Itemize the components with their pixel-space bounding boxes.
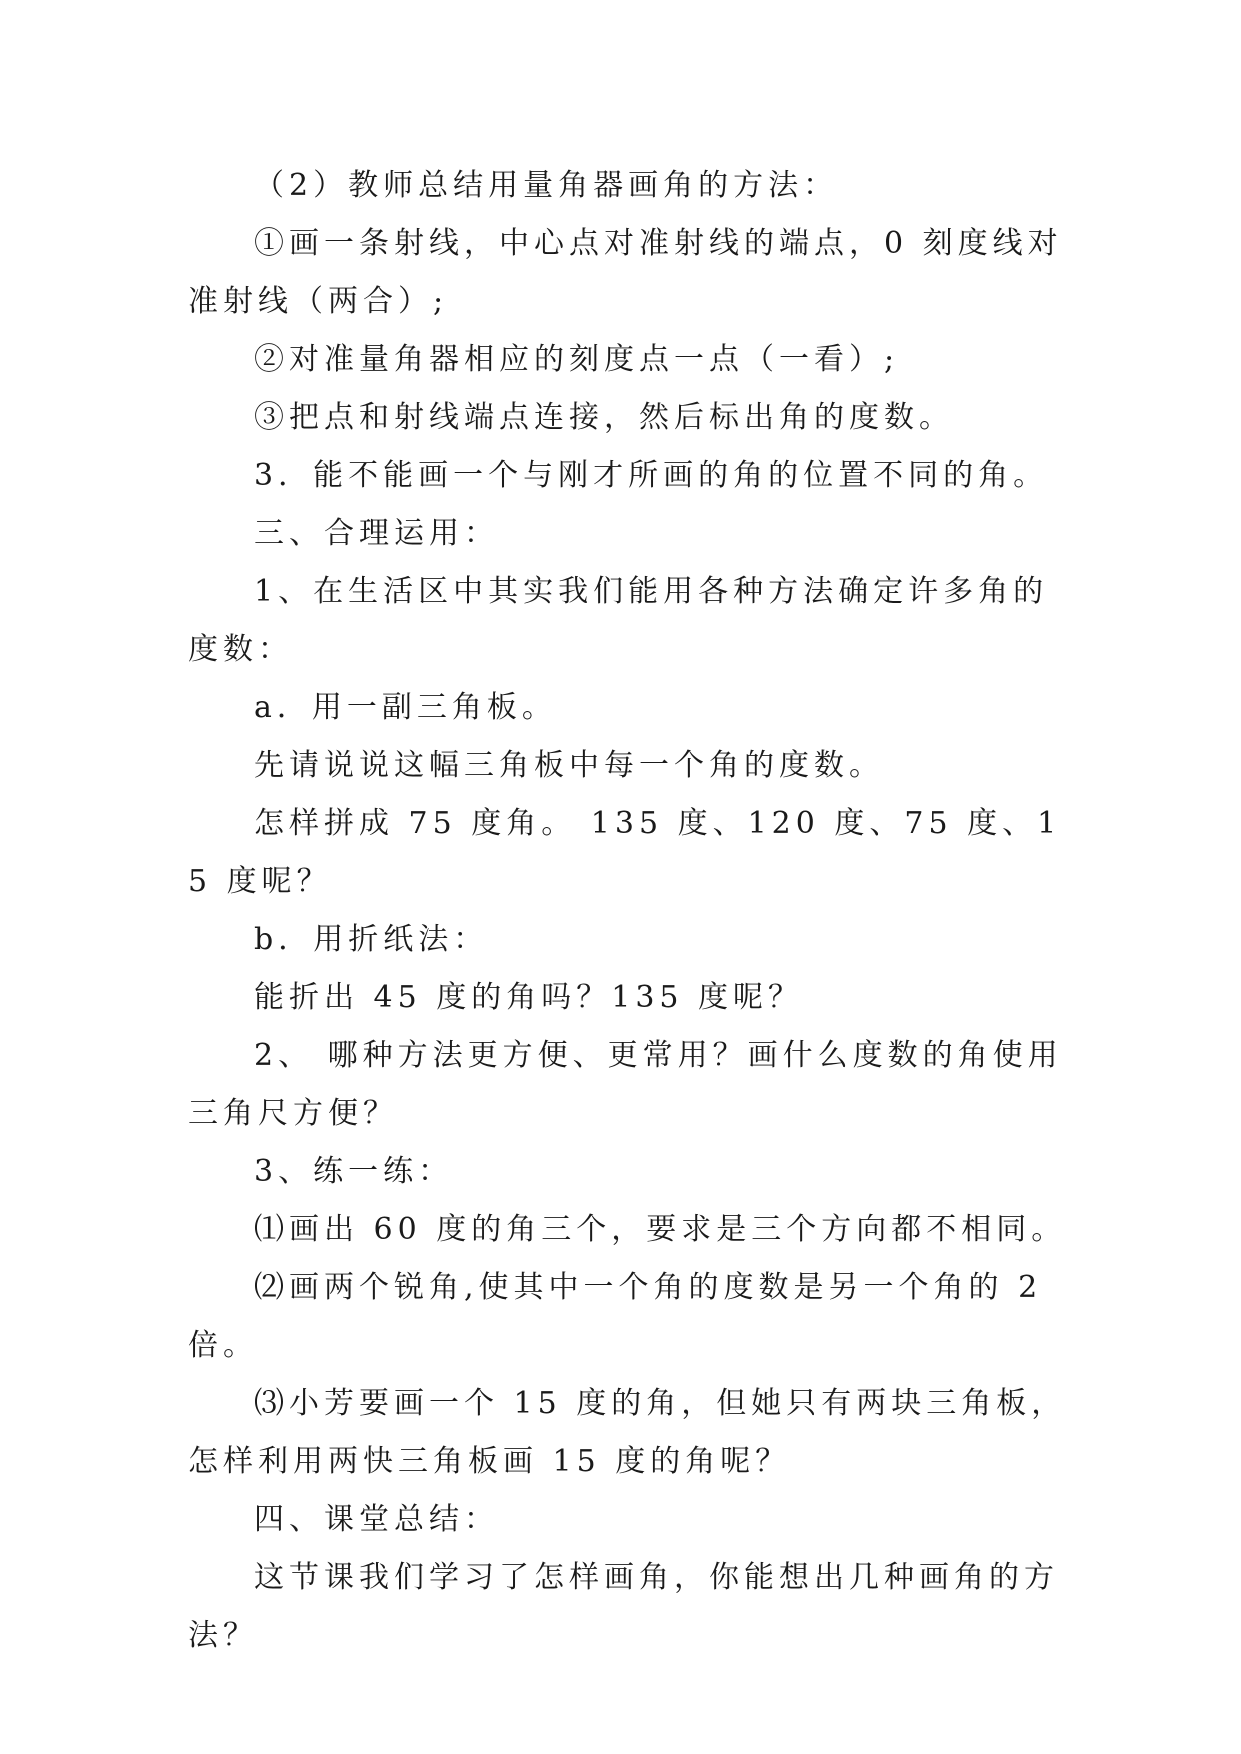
paragraph-summary: 这节课我们学习了怎样画角，你能想出几种画角的方法？ bbox=[188, 1560, 1059, 1653]
paragraph-question-3: 3．能不能画一个与刚才所画的角的位置不同的角。 bbox=[254, 458, 1049, 493]
paragraph-step-3: ③把点和射线端点连接，然后标出角的度数。 bbox=[254, 400, 954, 435]
paragraph-apply-1: 1、在生活区中其实我们能用各种方法确定许多角的度数： bbox=[188, 574, 1049, 667]
paragraph-practice-1: ⑴画出 60 度的角三个，要求是三个方向都不相同。 bbox=[254, 1212, 1067, 1247]
paragraph-apply-2: 2、 哪种方法更方便、更常用？画什么度数的角使用三角尺方便？ bbox=[188, 1038, 1063, 1131]
document-body bbox=[188, 157, 1068, 1665]
section-heading-apply: 三、合理运用： bbox=[254, 516, 499, 551]
paragraph-method-b: b．用折纸法： bbox=[254, 922, 489, 957]
paragraph-step-1: ①画一条射线，中心点对准射线的端点，0 刻度线对准射线（两合）; bbox=[188, 226, 1063, 319]
section-heading-summary: 四、课堂总结： bbox=[254, 1502, 499, 1537]
paragraph-practice-heading: 3、练一练： bbox=[254, 1154, 454, 1189]
paragraph-fold-question: 能折出 45 度的角吗？135 度呢？ bbox=[254, 980, 804, 1015]
paragraph-triangle-degrees: 先请说说这幅三角板中每一个角的度数。 bbox=[254, 748, 884, 783]
paragraph-practice-3: ⑶小芳要画一个 15 度的角，但她只有两块三角板，怎样利用两快三角板画 15 度的角呢？ bbox=[188, 1386, 1067, 1479]
paragraph-method-a: a．用一副三角板。 bbox=[254, 690, 557, 725]
paragraph-teacher-summary: （2）教师总结用量角器画角的方法： bbox=[254, 168, 839, 203]
paragraph-combine-angles: 怎样拼成 75 度角。 135 度、120 度、75 度、15 度呢？ bbox=[188, 806, 1062, 899]
paragraph-step-2: ②对准量角器相应的刻度点一点（一看）; bbox=[254, 342, 900, 377]
paragraph-practice-2: ⑵画两个锐角,使其中一个角的度数是另一个角的 2 倍。 bbox=[188, 1270, 1043, 1363]
